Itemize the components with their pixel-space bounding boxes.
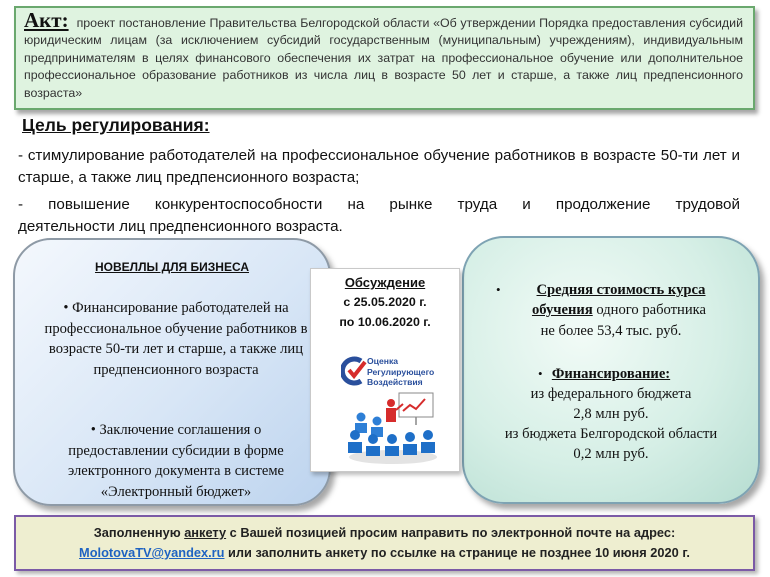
goal-item-2-line-2: деятельности лиц предпенсионного возраста. [18,218,343,235]
discussion-to: по 10.06.2020 г. [339,315,431,329]
course-label [464,280,758,300]
regional-label: из бюджета Белгородской области [504,426,718,442]
regional-value: 0,2 млн руб. [573,446,649,462]
course-label-line2 [464,300,758,320]
act-text: проект постановление Правительства Белгородской области «Об утверждении Порядка предоставления субсидий юридическим лицам (за исключением субсидий государственным (муниципальным) учреждениям), индивидуальным предпринимателям в целях финансового обеспечения их затрат на профессиональное обучение или дополнительное профессиональное образование работников из числа лиц в возрасте 50 лет и старше, а также лиц предпенсионного возраста» [24,16,743,100]
goal-title: Цель регулирования: [22,115,210,135]
course-value: не более 53,4 тыс. руб. [540,323,682,339]
footer-line-1 [16,523,753,543]
ovr-logo-text [367,356,434,388]
bullet-icon: • [496,282,501,297]
ovr-logo-line-1: Оценка [367,356,399,366]
federal-label: из федерального бюджета [530,386,692,402]
discussion-title: Обсуждение [344,275,426,290]
ovr-logo-line-2: Регулирующего [367,366,435,377]
discussion-from: с 25.05.2020 г. [343,295,427,309]
novelties-title: НОВЕЛЛЫ ДЛЯ БИЗНЕСА [95,260,249,274]
meeting-people-icon [345,391,441,465]
ovr-logo [341,355,441,389]
federal-value: 2,8 млн руб. [573,406,649,422]
novelties-panel [13,238,331,506]
novelty-item-agreement: • Заключение соглашения о предоставлении субсидии в форме электронного документа в системе «Электронный бюджет» [67,422,285,500]
financing-label [464,364,758,384]
bullet-icon: • [538,366,543,381]
ovr-logo-icon [341,355,367,387]
course-label-line1: Средняя стоимость курса [536,282,706,298]
course-label-underlined: обучения [531,302,593,318]
discussion-box [310,268,460,472]
costs-panel [462,236,760,504]
goal-item-2 [18,194,740,238]
email-link[interactable]: MolotovaTV@yandex.ru [79,545,225,560]
footer-line-1-prefix: Заполненную [93,525,185,540]
survey-link[interactable]: анкету [184,525,227,540]
novelty-item-financing: • Финансирование работодателей на профессиональное обучение работников в возрасте 50-ти лет и старше, а также лиц предпенсионного возраста [44,300,308,378]
financing-label-text: Финансирование: [551,366,671,382]
footer-box [14,515,755,571]
course-label-suffix: одного работника [592,302,707,318]
goal-item-1: - стимулирование работодателей на профессиональное обучение работников в возрасте 50-ти лет и старше, а также лиц предпенсионного возраста; [18,147,740,186]
footer-line-2-suffix: или заполнить анкету по ссылке на странице не позднее 10 июня 2020 г. [224,545,690,560]
footer-line-2 [16,543,753,563]
goal-item-2-line-1: - повышение конкурентоспособности на рынке труда и продолжение трудовой [18,196,740,213]
act-box [14,6,755,110]
ovr-logo-line-3: Воздействия [367,377,423,387]
act-label: Акт: [24,8,69,32]
footer-line-1-suffix: с Вашей позицией просим направить по электронной почте на адрес: [226,525,676,540]
